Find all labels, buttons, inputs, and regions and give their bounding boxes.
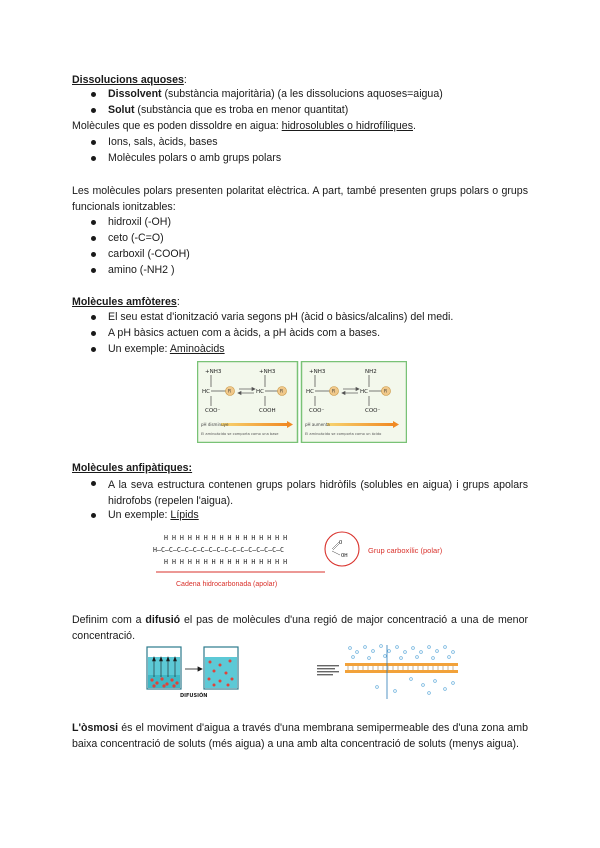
bullet-icon	[91, 220, 96, 225]
paragraph-polars: Les molècules polars presenten polaritat elèctrica. A part, també presenten grups polars o grups funcionals ionitzables:	[72, 185, 528, 213]
list-item-amino: amino (-NH2 )	[108, 264, 175, 276]
para-text: és el moviment d'aigua a través d'una membrana semipermeable des d'una zona amb baixa concentració de soluts (més aigua) a una amb alta concentració de soluts (menys aigua).	[72, 722, 528, 750]
carbon-chain: H—C—C—C—C—C—C—C—C—C—C—C—C—C—C—C—C	[153, 546, 285, 554]
bullet-icon	[91, 108, 96, 113]
mol-label: HC	[256, 389, 264, 395]
line-molecules-dissoldre	[72, 120, 416, 133]
bullet-icon	[91, 92, 96, 97]
h-row-top: H H H H H H H H H H H H H H H H	[164, 534, 288, 542]
bullet-icon	[91, 513, 96, 518]
bold-term: L'òsmosi	[72, 722, 119, 734]
line-text: Molècules que es poden dissoldre en aigua:	[72, 120, 282, 132]
bullet-dissolvent	[108, 88, 443, 101]
mol-label: HC	[202, 389, 210, 395]
heading-colon: :	[176, 296, 180, 308]
mol-label: COO⁻	[365, 408, 381, 414]
mol-label: COOH	[259, 408, 276, 414]
mol-label: +NH3	[309, 369, 326, 375]
paragraph-osmosi	[72, 720, 528, 752]
r-label: R	[332, 389, 336, 395]
bullet-text: (substància majoritària) (a les dissolucions aquoses=aigua)	[161, 88, 443, 100]
bullet-icon	[91, 481, 96, 486]
bullet-icon	[91, 140, 96, 145]
para-text: Definim com a	[72, 614, 146, 626]
bullet-ionitzacio: El seu estat d'ionització varia segons pH (àcid o bàsics/alcalins) del medi.	[108, 311, 454, 323]
r-label: R	[384, 389, 388, 395]
bullet-polars: Molècules polars o amb grups polars	[108, 152, 282, 164]
bullet-icon	[91, 347, 96, 352]
r-label: R	[280, 389, 284, 395]
bullet-text: Un exemple:	[108, 343, 170, 355]
list-item-ceto: ceto (-C=O)	[108, 232, 164, 244]
caption-right: El aminoácido se comporta como un ácido	[305, 432, 382, 436]
para-text: el pas de molècules d'una regió de major concentració a una de menor concentració.	[72, 614, 528, 642]
apolar-label: Cadena hidrocarbonada (apolar)	[176, 581, 278, 588]
hydroxyl-label: OH	[341, 553, 348, 559]
ph-label-left: pH disminuye	[201, 422, 229, 427]
ph-arrow-right	[327, 423, 393, 426]
polar-group-circle	[325, 532, 359, 566]
bullet-ions: Ions, sals, àcids, bases	[108, 136, 218, 148]
bullet-estructura: A la seva estructura contenen grups polars hidròfils (solubles en aigua) i grups apolars hidrofobs (repelen l'aigua).	[108, 479, 528, 507]
lipids-link[interactable]: Lípids	[170, 509, 199, 521]
oxygen-label: O	[339, 540, 343, 546]
mol-label: COO⁻	[205, 408, 221, 414]
line-end: .	[413, 120, 416, 132]
hidrosolubles-link[interactable]: hidrosolubles o hidrofíliques	[281, 120, 413, 132]
bullet-icon	[91, 268, 96, 273]
heading-amfoteres	[72, 296, 180, 309]
mol-label: +NH3	[259, 369, 276, 375]
heading-text: Molècules amfòteres	[72, 296, 177, 308]
ph-arrow-left	[221, 423, 287, 426]
bold-term: Solut	[108, 104, 135, 116]
bullet-icon	[91, 252, 96, 257]
bold-term: Dissolvent	[108, 88, 162, 100]
lipid-figure	[150, 531, 530, 593]
r-label: R	[228, 389, 232, 395]
bullet-icon	[91, 315, 96, 320]
heading-dissolucions	[72, 74, 187, 87]
bullet-icon	[91, 156, 96, 161]
list-item-hidroxil: hidroxil (-OH)	[108, 216, 171, 228]
heading-anfipatiques	[72, 462, 192, 475]
heading-text: Molècules anfipàtiques:	[72, 462, 193, 474]
bullet-solut	[108, 104, 348, 117]
bullet-ph: A pH bàsics actuen com a àcids, a pH àcids com a bases.	[108, 327, 381, 339]
mol-label: HC	[360, 389, 368, 395]
bullet-text: Un exemple:	[108, 509, 171, 521]
ph-label-right: pH aumenta	[305, 422, 330, 427]
arrow-right-icon	[185, 667, 202, 671]
list-item-carboxil: carboxil (-COOH)	[108, 248, 190, 260]
heading-text: Dissolucions aquoses	[72, 74, 184, 86]
heading-colon: :	[183, 74, 187, 86]
difusion-label: DIFUSIÓN	[180, 693, 208, 699]
mol-label: COO⁻	[309, 408, 325, 414]
bullet-lipids	[108, 509, 199, 522]
bullet-aminoacids	[108, 343, 225, 356]
caption-left: El aminoácido se comporta como una base	[201, 432, 279, 436]
polar-label: Grup carboxílic (polar)	[368, 546, 443, 555]
bullet-text: (substància que es troba en menor quantitat)	[134, 104, 349, 116]
h-row-bottom: H H H H H H H H H H H H H H H H	[164, 558, 288, 566]
mol-label: +NH3	[205, 369, 222, 375]
aminoacids-link[interactable]: Aminoàcids	[169, 343, 225, 355]
aminoacid-figure	[197, 361, 407, 443]
bullet-icon	[91, 236, 96, 241]
bullet-icon	[91, 331, 96, 336]
diffusion-beakers-figure	[144, 645, 244, 700]
mol-label: HC	[306, 389, 314, 395]
bold-term: difusió	[145, 614, 181, 626]
paragraph-difusio	[72, 612, 528, 644]
membrane-figure	[315, 643, 460, 701]
mol-label: NH2	[365, 369, 377, 375]
